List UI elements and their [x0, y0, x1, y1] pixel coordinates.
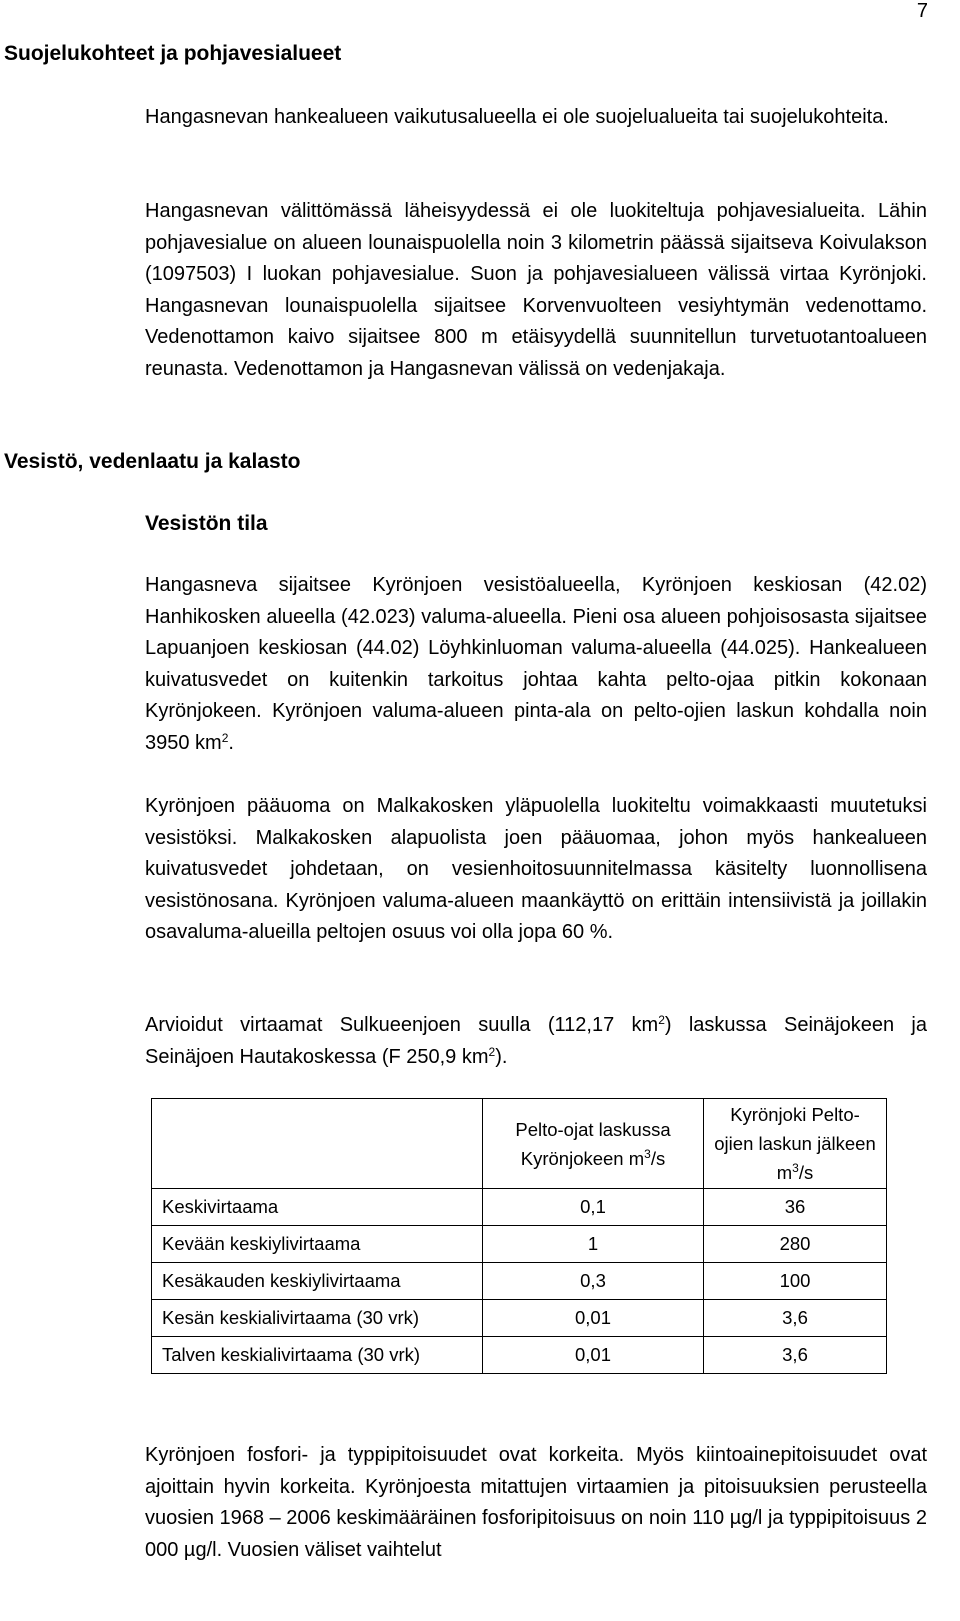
paragraph-nutrients: Kyrönjoen fosfori- ja typpipitoisuudet ovat korkeita. Myös kiintoainepitoisuudet ovat ajoittain hyvin korkeita. Kyrönjoesta mitattujen virtaamien ja pitoisuuksien perusteella vuosien 1968 – 2006 keskimääräinen fosforipitoisuus on noin 110 µg/l ja typpipitoisuus 2 000 µg/l. Vuosien väliset vaihtelut — [145, 1444, 927, 1561]
paragraph-groundwater: Hangasnevan välittömässä läheisyydessä ei ole luokiteltuja pohjavesialueita. Lähin pohjavesialue on alueen lounaispuolella noin 3 kilometrin päässä sijaitseva Koivulakson (1097503) I luokan pohjavesialue. Suon ja pohjavesialueen välissä virtaa Kyrönjoki. Hangasnevan lounaispuolella sijaitsee Korvenvuolteen vesiyhtymän vedenottamo. Vedenottamon kaivo sijaitsee 800 m etäisyydellä suunnitellun turvetuotantoalueen reunasta. Vedenottamon ja Hangasnevan välissä on vedenjakaja. — [145, 200, 927, 380]
row-value-river: 36 — [704, 1189, 887, 1226]
row-value-river: 3,6 — [704, 1300, 887, 1337]
paragraph-main-channel: Kyrönjoen pääuoma on Malkakosken yläpuolella luokiteltu voimakkaasti muutetuksi vesistöksi. Malkakosken alapuolista joen pääuomaa, johon myös hankealueen kuivatusvedet johdetaan, on vesienhoitosuunnitelmassa käsitelty luonnollisena vesistönosana. Kyrönjoen valuma-alueen maankäyttö on erittäin intensiivistä ja joillakin osavaluma-alueilla peltojen osuus voi olla jopa 60 %. — [145, 795, 927, 943]
table-row — [152, 1189, 887, 1226]
row-value-ditches: 1 — [483, 1226, 704, 1263]
flow-text-b: ) laskussa Seinäjokeen ja Seinäjoen Hautakoskessa (F 250,9 km — [145, 1014, 927, 1068]
row-value-ditches: 0,01 — [483, 1300, 704, 1337]
table-row — [152, 1300, 887, 1337]
row-value-river: 280 — [704, 1226, 887, 1263]
table-row — [152, 1226, 887, 1263]
flow-text-a: Arvioidut virtaamat Sulkueenjoen suulla (112,17 km — [145, 1014, 659, 1036]
table-header-river: Kyrönjoki Pelto-ojien laskun jälkeen $m^3/s$ — [704, 1099, 887, 1189]
catchment-end: . — [228, 731, 234, 754]
section-heading-water: Vesistö, vedenlaatu ja kalasto — [4, 450, 301, 473]
flow-table-container — [151, 1098, 887, 1374]
table-row — [152, 1263, 887, 1300]
flow-text-c: ). — [495, 1045, 508, 1068]
superscript-2: 2 — [488, 1044, 496, 1059]
subheading-water-status: Vesistön tila — [145, 512, 268, 535]
row-label: Kesäkauden keskiylivirtaama — [152, 1263, 483, 1300]
row-value-ditches: 0,3 — [483, 1263, 704, 1300]
row-label: Keskivirtaama — [152, 1189, 483, 1226]
table-header-row — [152, 1099, 887, 1189]
paragraph-catchment — [145, 570, 927, 759]
paragraph-flow-estimates — [145, 1010, 927, 1073]
table-header-ditches: Pelto-ojat laskussa Kyrönjokeen $m^3/s$ — [483, 1099, 704, 1189]
table-row — [152, 1337, 887, 1374]
catchment-text: Hangasneva sijaitsee Kyrönjoen vesistöalueella, Kyrönjoen keskiosan (42.02) Hanhikosken alueella (42.023) valuma-alueella. Pieni osa alueen pohjoisosasta sijaitsee Lapuanjoen keskiosan (44.02) Löyhkinluoman valuma-alueella (44.025). Hankealueen kuivatusvedet on kuitenkin tarkoitus johtaa kahta pelto-ojaa pitkin kokonaan Kyrönjokeen. Kyrönjoen valuma-alueen pinta-ala on pelto-ojien laskun kohdalla noin 3950 km — [145, 574, 927, 754]
row-value-ditches: 0,1 — [483, 1189, 704, 1226]
superscript-2: 2 — [658, 1013, 665, 1027]
row-value-river: 100 — [704, 1263, 887, 1300]
row-value-river: 3,6 — [704, 1337, 887, 1374]
row-label: Kevään keskiylivirtaama — [152, 1226, 483, 1263]
row-label: Kesän keskialivirtaama (30 vrk) — [152, 1300, 483, 1337]
page-number: 7 — [916, 0, 928, 22]
superscript-2: 2 — [221, 730, 229, 745]
paragraph-protection-areas: Hangasnevan hankealueen vaikutusalueella ei ole suojelualueita tai suojelukohteita. — [145, 106, 889, 128]
row-label: Talven keskialivirtaama (30 vrk) — [152, 1337, 483, 1374]
flow-table — [151, 1098, 887, 1374]
table-header-empty — [152, 1099, 483, 1189]
section-heading-protection: Suojelukohteet ja pohjavesialueet — [4, 42, 342, 65]
row-value-ditches: 0,01 — [483, 1337, 704, 1374]
